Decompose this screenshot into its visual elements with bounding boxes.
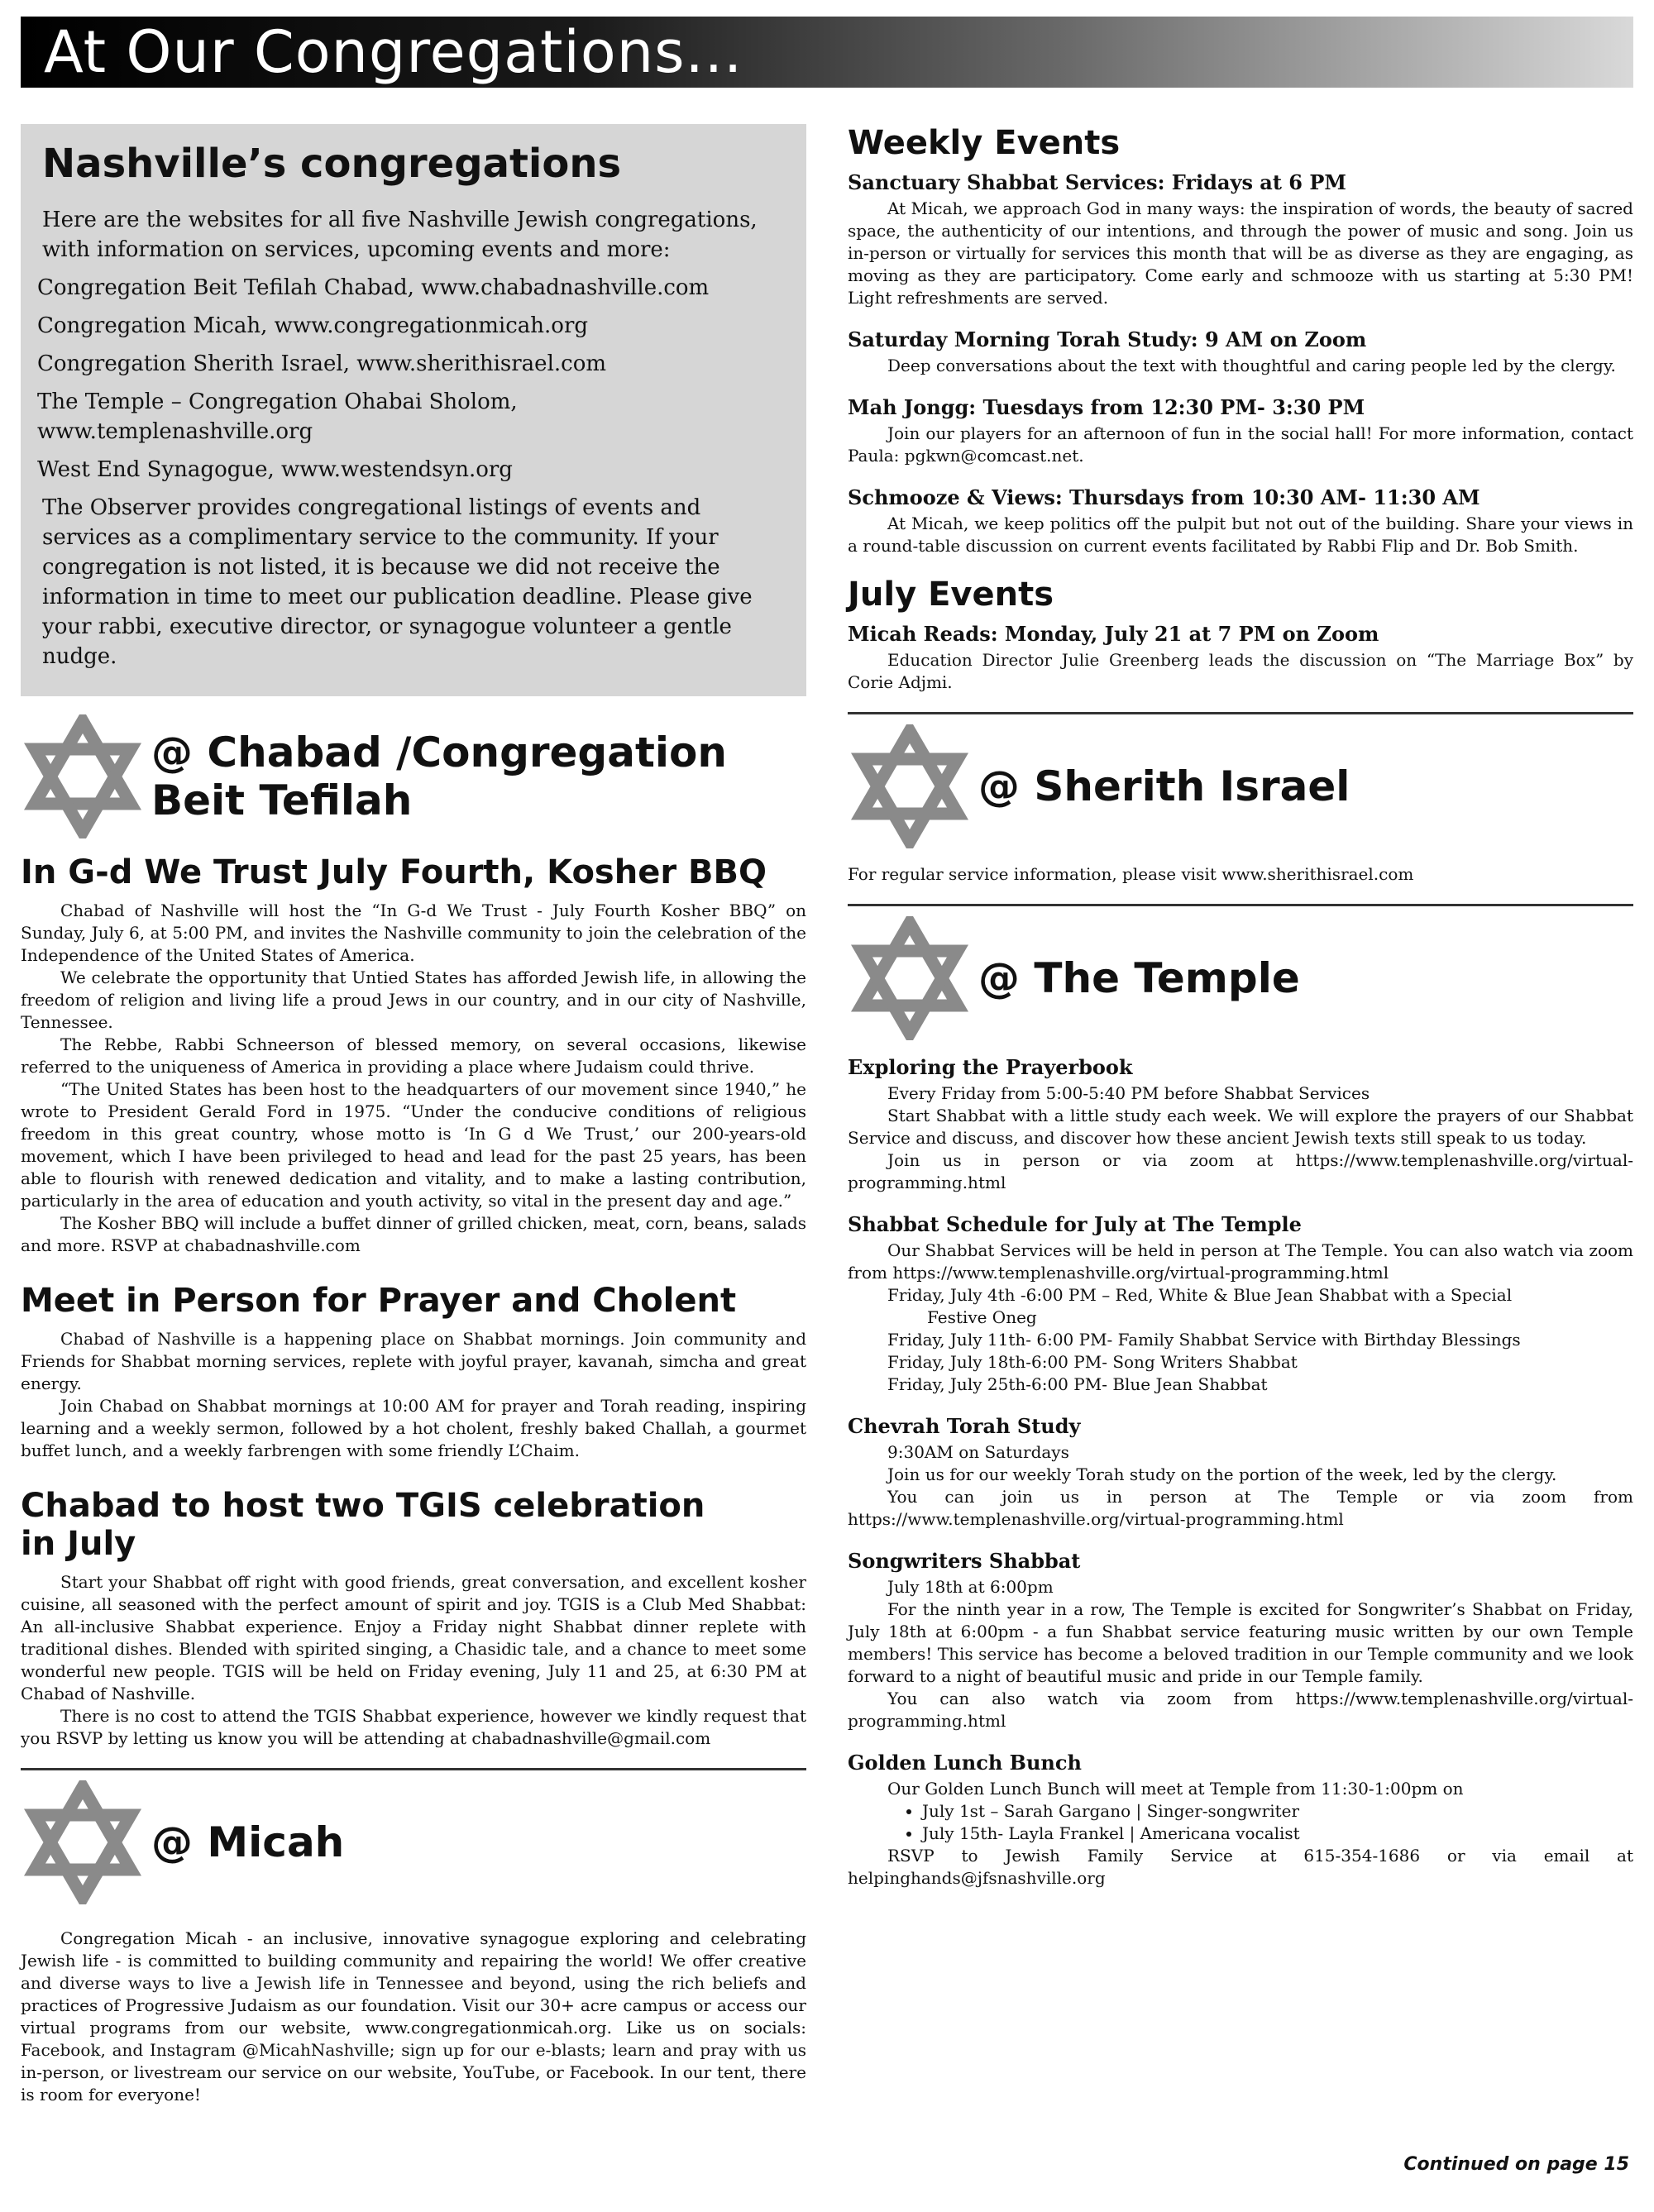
continued-note: Continued on page 15 xyxy=(1403,2154,1629,2175)
sherith-section-header xyxy=(848,724,1633,848)
page-banner xyxy=(21,17,1633,88)
right-column xyxy=(848,124,1633,1890)
event-title: Saturday Morning Torah Study: 9 AM on Zoom xyxy=(848,327,1367,351)
event-body: Join us for our weekly Torah study on the portion of the week, led by the clergy. xyxy=(887,1464,1557,1484)
event-title: Exploring the Prayerbook xyxy=(848,1055,1133,1079)
event-line: Friday, July 11th- 6:00 PM- Family Shabbat Service with Birthday Blessings xyxy=(887,1330,1521,1350)
chabad-heading: @ Chabad /Congregation Beit Tefilah xyxy=(151,729,727,824)
sherith-body: For regular service information, please visit www.sherithisrael.com xyxy=(848,864,1414,884)
event-line: 9:30AM on Saturdays xyxy=(887,1442,1069,1462)
event-body: You can join us in person at The Temple or via zoom from https://www.templenashville.org/virtual-programming.html xyxy=(848,1487,1633,1529)
article-paragraph: We celebrate the opportunity that Untied States has afforded Jewish life, in allowing the freedom of religion and living life a proud Jews in our country, and in our city of Nashville, Tennessee. xyxy=(21,967,806,1032)
july-events-title: July Events xyxy=(848,576,1054,614)
divider xyxy=(848,904,1633,906)
event-line: Our Golden Lunch Bunch will meet at Temple from 11:30-1:00pm on xyxy=(887,1779,1464,1799)
article-title: In G-d We Trust July Fourth, Kosher BBQ xyxy=(21,853,767,891)
event-body: Join our players for an afternoon of fun in the social hall! For more information, contact Paula: pgkwn@comcast.net. xyxy=(848,423,1633,466)
divider xyxy=(848,712,1633,714)
article-paragraph: Chabad of Nashville will host the “In G-d We Trust - July Fourth Kosher BBQ” on Sunday, July 6, at 5:00 PM, and invites the Nashville community to join the celebration of the Independence of the United States of America. xyxy=(21,901,806,965)
list-item: West End Synagogue, www.westendsyn.org xyxy=(37,457,513,482)
temple-heading: @ The Temple xyxy=(978,954,1300,1002)
event-title: Mah Jongg: Tuesdays from 12:30 PM- 3:30 PM xyxy=(848,395,1365,419)
star-of-david-icon xyxy=(848,916,972,1040)
weekly-events-title: Weekly Events xyxy=(848,124,1121,162)
star-of-david-icon xyxy=(21,714,145,838)
article-paragraph: Join Chabad on Shabbat mornings at 10:00 AM for prayer and Torah reading, inspiring learning and a weekly sermon, followed by a hot cholent, freshly baked Challah, a gourmet buffet lunch, and a weekly farbrengen with some friendly L’Chaim. xyxy=(21,1396,806,1460)
event-title: Schmooze & Views: Thursdays from 10:30 AM- 11:30 AM xyxy=(848,485,1480,509)
list-item: Congregation Micah, www.congregationmicah.org xyxy=(37,313,589,338)
sherith-heading: @ Sherith Israel xyxy=(978,762,1350,810)
box-intro: Here are the websites for all five Nashville Jewish congregations, with information on services, upcoming events and more: xyxy=(42,208,758,262)
event-body: At Micah, we keep politics off the pulpit but not out of the building. Share your views in a round-table discussion on current events facilitated by Rabbi Flip and Dr. Bob Smith. xyxy=(848,514,1633,556)
event-body: For the ninth year in a row, The Temple is excited for Songwriter’s Shabbat on Friday, July 18th at 6:00pm - a fun Shabbat service featuring music written by our own Temple members! This service has become a beloved tradition in our Temple community and we look forward to a night of beautiful music and pride in our Temple family. xyxy=(848,1599,1633,1686)
event-line: Friday, July 25th-6:00 PM- Blue Jean Shabbat xyxy=(887,1374,1268,1394)
event-title: Sanctuary Shabbat Services: Fridays at 6 PM xyxy=(848,170,1346,194)
guest-list xyxy=(848,1800,1633,1845)
article-paragraph: There is no cost to attend the TGIS Shabbat experience, however we kindly request that you RSVP by letting us know you will be attending at chabadnashville@gmail.com xyxy=(21,1706,806,1748)
list-item: • July 1st – Sarah Gargano | Singer-songwriter xyxy=(922,1800,1633,1823)
chabad-section-header xyxy=(21,714,806,838)
congregation-list xyxy=(37,273,785,485)
article-paragraph: The Kosher BBQ will include a buffet dinner of grilled chicken, meat, corn, beans, salads and more. RSVP at chabadnashville.com xyxy=(21,1213,806,1255)
event-body: You can also watch via zoom from https://www.templenashville.org/virtual-programming.html xyxy=(848,1689,1633,1731)
event-line: Festive Oneg xyxy=(927,1307,1037,1327)
left-column xyxy=(21,124,806,2106)
article-paragraph: The Rebbe, Rabbi Schneerson of blessed memory, on several occasions, likewise referred to the uniqueness of America in providing a place where Judaism could thrive. xyxy=(21,1034,806,1077)
event-line: July 18th at 6:00pm xyxy=(887,1577,1054,1597)
event-title: Shabbat Schedule for July at The Temple xyxy=(848,1212,1302,1236)
star-of-david-icon xyxy=(848,724,972,848)
event-body: Education Director Julie Greenberg leads the discussion on “The Marriage Box” by Corie Adjmi. xyxy=(848,650,1633,692)
list-item: • July 15th- Layla Frankel | Americana vocalist xyxy=(922,1823,1633,1845)
star-of-david-icon xyxy=(21,1780,145,1904)
event-body: RSVP to Jewish Family Service at 615-354-1686 or via email at helpinghands@jfsnashville.org xyxy=(848,1846,1633,1888)
event-body: Join us in person or via zoom at https://www.templenashville.org/virtual-programming.html xyxy=(848,1150,1633,1192)
article-paragraph: Start your Shabbat off right with good friends, great conversation, and excellent kosher cuisine, all seasoned with the perfect amount of spirit and joy. TGIS is a Club Med Shabbat: An all-inclusive Shabbat experience. Enjoy a Friday night Shabbat dinner replete with traditional dishes. Blended with spirited singing, a Chasidic tale, and a chance to meet some wonderful new people. TGIS will be held on Friday evening, July 11 and 25, at 6:30 PM at Chabad of Nashville. xyxy=(21,1572,806,1703)
micah-section-header xyxy=(21,1780,806,1904)
list-item: Congregation Beit Tefilah Chabad, www.chabadnashville.com xyxy=(37,275,710,300)
list-item: The Temple – Congregation Ohabai Sholom, www.templenashville.org xyxy=(37,389,518,444)
box-note: The Observer provides congregational listings of events and services as a complimentary service to the community. If your congregation is not listed, it is because we did not receive the information in time to meet our publication deadline. Please give your rabbi, executive director, or synagogue volunteer a gentle nudge. xyxy=(42,495,753,669)
event-body: Deep conversations about the text with thoughtful and caring people led by the clergy. xyxy=(887,356,1616,375)
event-line: Every Friday from 5:00-5:40 PM before Shabbat Services xyxy=(887,1083,1370,1103)
temple-section-header xyxy=(848,916,1633,1040)
event-title: Micah Reads: Monday, July 21 at 7 PM on Zoom xyxy=(848,622,1379,646)
list-item: Congregation Sherith Israel, www.sherithisrael.com xyxy=(37,351,607,376)
event-title: Songwriters Shabbat xyxy=(848,1549,1081,1573)
event-title: Chevrah Torah Study xyxy=(848,1414,1081,1438)
article-paragraph: Chabad of Nashville is a happening place on Shabbat mornings. Join community and Friends for Shabbat morning services, replete with joyful prayer, kavanah, simcha and great energy. xyxy=(21,1329,806,1393)
micah-heading: @ Micah xyxy=(151,1818,345,1866)
event-line: Friday, July 18th-6:00 PM- Song Writers Shabbat xyxy=(887,1352,1298,1372)
event-body: At Micah, we approach God in many ways: the inspiration of words, the beauty of sacred space, the authenticity of our intentions, and through the power of music and song. Join us in-person or virtually for services this month that will be as diverse as they are engaging, as moving as they are participatory. Come early and schmooze with us starting at 5:30 PM! Light refreshments are served. xyxy=(848,198,1633,308)
divider xyxy=(21,1768,806,1770)
event-line: Friday, July 4th -6:00 PM – Red, White & Blue Jean Shabbat with a Special xyxy=(887,1285,1513,1305)
micah-paragraph: Congregation Micah - an inclusive, innovative synagogue exploring and celebrating Jewish life - is committed to building community and repairing the world! We offer creative and diverse ways to live a Jewish life in Tennessee and beyond, using the rich beliefs and practices of Progressive Judaism as our foundation. Visit our 30+ acre campus or access our virtual programs from our website, www.congregationmicah.org. Like us on socials: Facebook, and Instagram @MicahNashville; sign up for our e-blasts; learn and pray with us in-person, or livestream our service on our website, YouTube, or Facebook. In our tent, there is room for everyone! xyxy=(21,1928,806,2105)
article-title: Meet in Person for Prayer and Cholent xyxy=(21,1282,737,1320)
box-title: Nashville’s congregations xyxy=(42,141,622,187)
event-body: Our Shabbat Services will be held in person at The Temple. You can also watch via zoom from https://www.templenashville.org/virtual-programming.html xyxy=(848,1240,1633,1283)
congregations-box xyxy=(21,124,806,696)
article-paragraph: “The United States has been host to the headquarters of our movement since 1940,” he wrote to President Gerald Ford in 1975. “Under the conducive conditions of religious freedom in this great country, whose motto is ‘In G d We Trust,’ our 200-years-old movement, which I have been privileged to head and lead for the past 25 years, has been able to flourish with renewed dedication and vitality, and to make a lasting contribution, particularly in the area of education and youth activity, so vital in the present day and age.” xyxy=(21,1079,806,1211)
event-body: Start Shabbat with a little study each week. We will explore the prayers of our Shabbat Service and discuss, and discover how these ancient Jewish texts still speak to us today. xyxy=(848,1106,1633,1148)
event-title: Golden Lunch Bunch xyxy=(848,1751,1082,1775)
article-title: Chabad to host two TGIS celebration in July xyxy=(21,1487,705,1563)
page-title: At Our Congregations... xyxy=(44,18,743,86)
